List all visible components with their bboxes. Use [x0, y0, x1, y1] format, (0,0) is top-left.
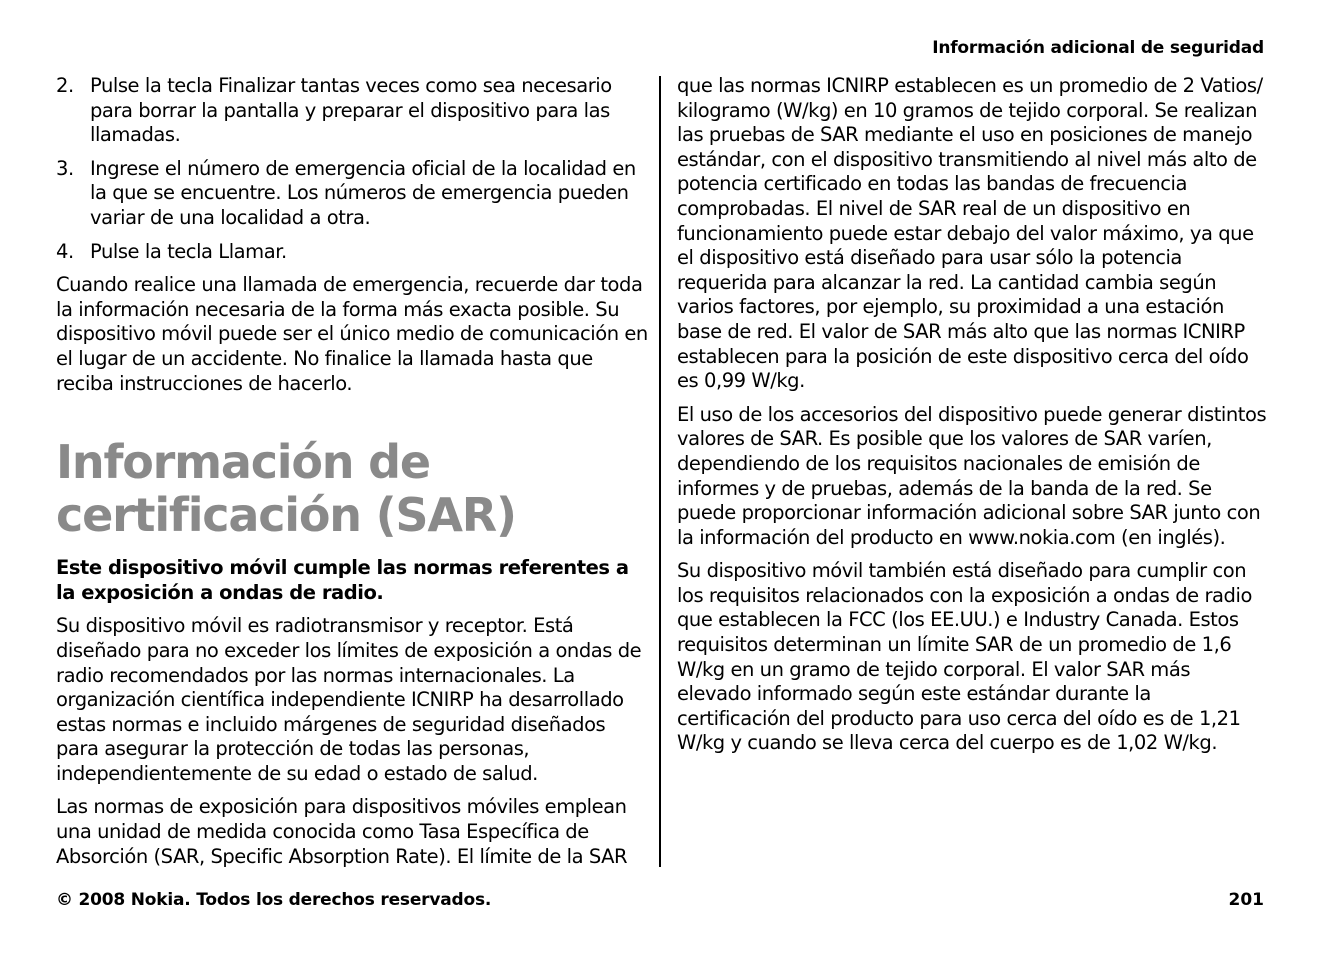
step-text: Ingrese el número de emergencia oficial de la localidad en la que se encuentre. Los números de emergencia pueden variar de una localidad a otra.: [90, 156, 636, 229]
list-item: [56, 157, 650, 231]
step-number: 3.: [56, 156, 74, 180]
sar-heading: Información de certificación (SAR): [56, 435, 516, 543]
step-number: 4.: [56, 239, 74, 263]
sar-lead-paragraph: Este dispositivo móvil cumple las normas referentes a la exposición a ondas de radio.: [56, 556, 629, 604]
list-item: [56, 74, 650, 148]
list-item: [56, 240, 650, 265]
right-column: [677, 74, 1269, 765]
body-paragraph: Las normas de exposición para dispositivos móviles emplean una unidad de medida conocida como Tasa Específica de Absorción (SAR, Specific Absorption Rate). El límite de la SAR: [56, 795, 628, 868]
step-number: 2.: [56, 74, 74, 97]
body-paragraph: El uso de los accesorios del dispositivo puede generar distintos valores de SAR. Es posible que los valores de SAR varíen, dependiendo de los requisitos nacionales de emisión de informes y de pruebas, además de la banda de la red. Se puede proporcionar información adicional sobre SAR junto con la información del producto en www.nokia.com (en inglés).: [677, 402, 1267, 549]
body-paragraph: Su dispositivo móvil también está diseñado para cumplir con los requisitos relacionados con la exposición a ondas de radio que establecen la FCC (los EE.UU.) e Industry Canada. Estos requisitos determinan un límite SAR de un promedio de 1,6 W/kg en un gramo de tejido corporal. El valor SAR más elevado informado según este estándar durante la certificación del producto para uso cerca del oído es de 1,21 W/kg y cuando se lleva cerca del cuerpo es de 1,02 W/kg.: [677, 559, 1252, 755]
page-number: 201: [1228, 890, 1264, 910]
body-paragraph: que las normas ICNIRP establecen es un promedio de 2 Vatios/ kilogramo (W/kg) en 10 gramos de tejido corporal. Se realizan las pruebas de SAR mediante el uso en posiciones de manejo estándar, con el dispositivo transmitiendo al nivel más alto de potencia certificado en todas las bandas de frecuencia comprobadas. El nivel de SAR real de un dispositivo en funcionamiento puede estar debajo del valor máximo, ya que el dispositivo está diseñado para usar sólo la potencia requerida para alcanzar la red. La cantidad cambia según varios factores, por ejemplo, su proximidad a una estación base de red. El valor de SAR más alto que las normas ICNIRP establecen para la posición de este dispositivo cerca del oído es 0,99 W/kg.: [677, 74, 1263, 393]
emergency-steps-list: [56, 74, 650, 264]
body-paragraph: Su dispositivo móvil es radiotransmisor y receptor. Está diseñado para no exceder los límites de exposición a ondas de radio recomendados por las normas internacionales. La organización científica independiente ICNIRP ha desarrollado estas normas e incluido márgenes de seguridad diseñados para asegurar la protección de todas las personas, independientemente de su edad o estado de salud.: [56, 614, 642, 785]
column-divider: [659, 76, 661, 867]
emergency-paragraph: Cuando realice una llamada de emergencia, recuerde dar toda la información necesaria de la forma más exacta posible. Su dispositivo móvil puede ser el único medio de comunicación en el lugar de un accidente. No finalice la llamada hasta que reciba instrucciones de hacerlo.: [56, 273, 648, 395]
copyright-notice: © 2008 Nokia. Todos los derechos reservados.: [56, 890, 492, 910]
step-text: Pulse la tecla Llamar.: [90, 239, 287, 263]
running-header: Información adicional de seguridad: [932, 38, 1264, 58]
step-text: Pulse la tecla Finalizar tantas veces como sea necesario para borrar la pantalla y preparar el dispositivo para las llamadas.: [90, 74, 612, 147]
left-column: [56, 74, 650, 878]
